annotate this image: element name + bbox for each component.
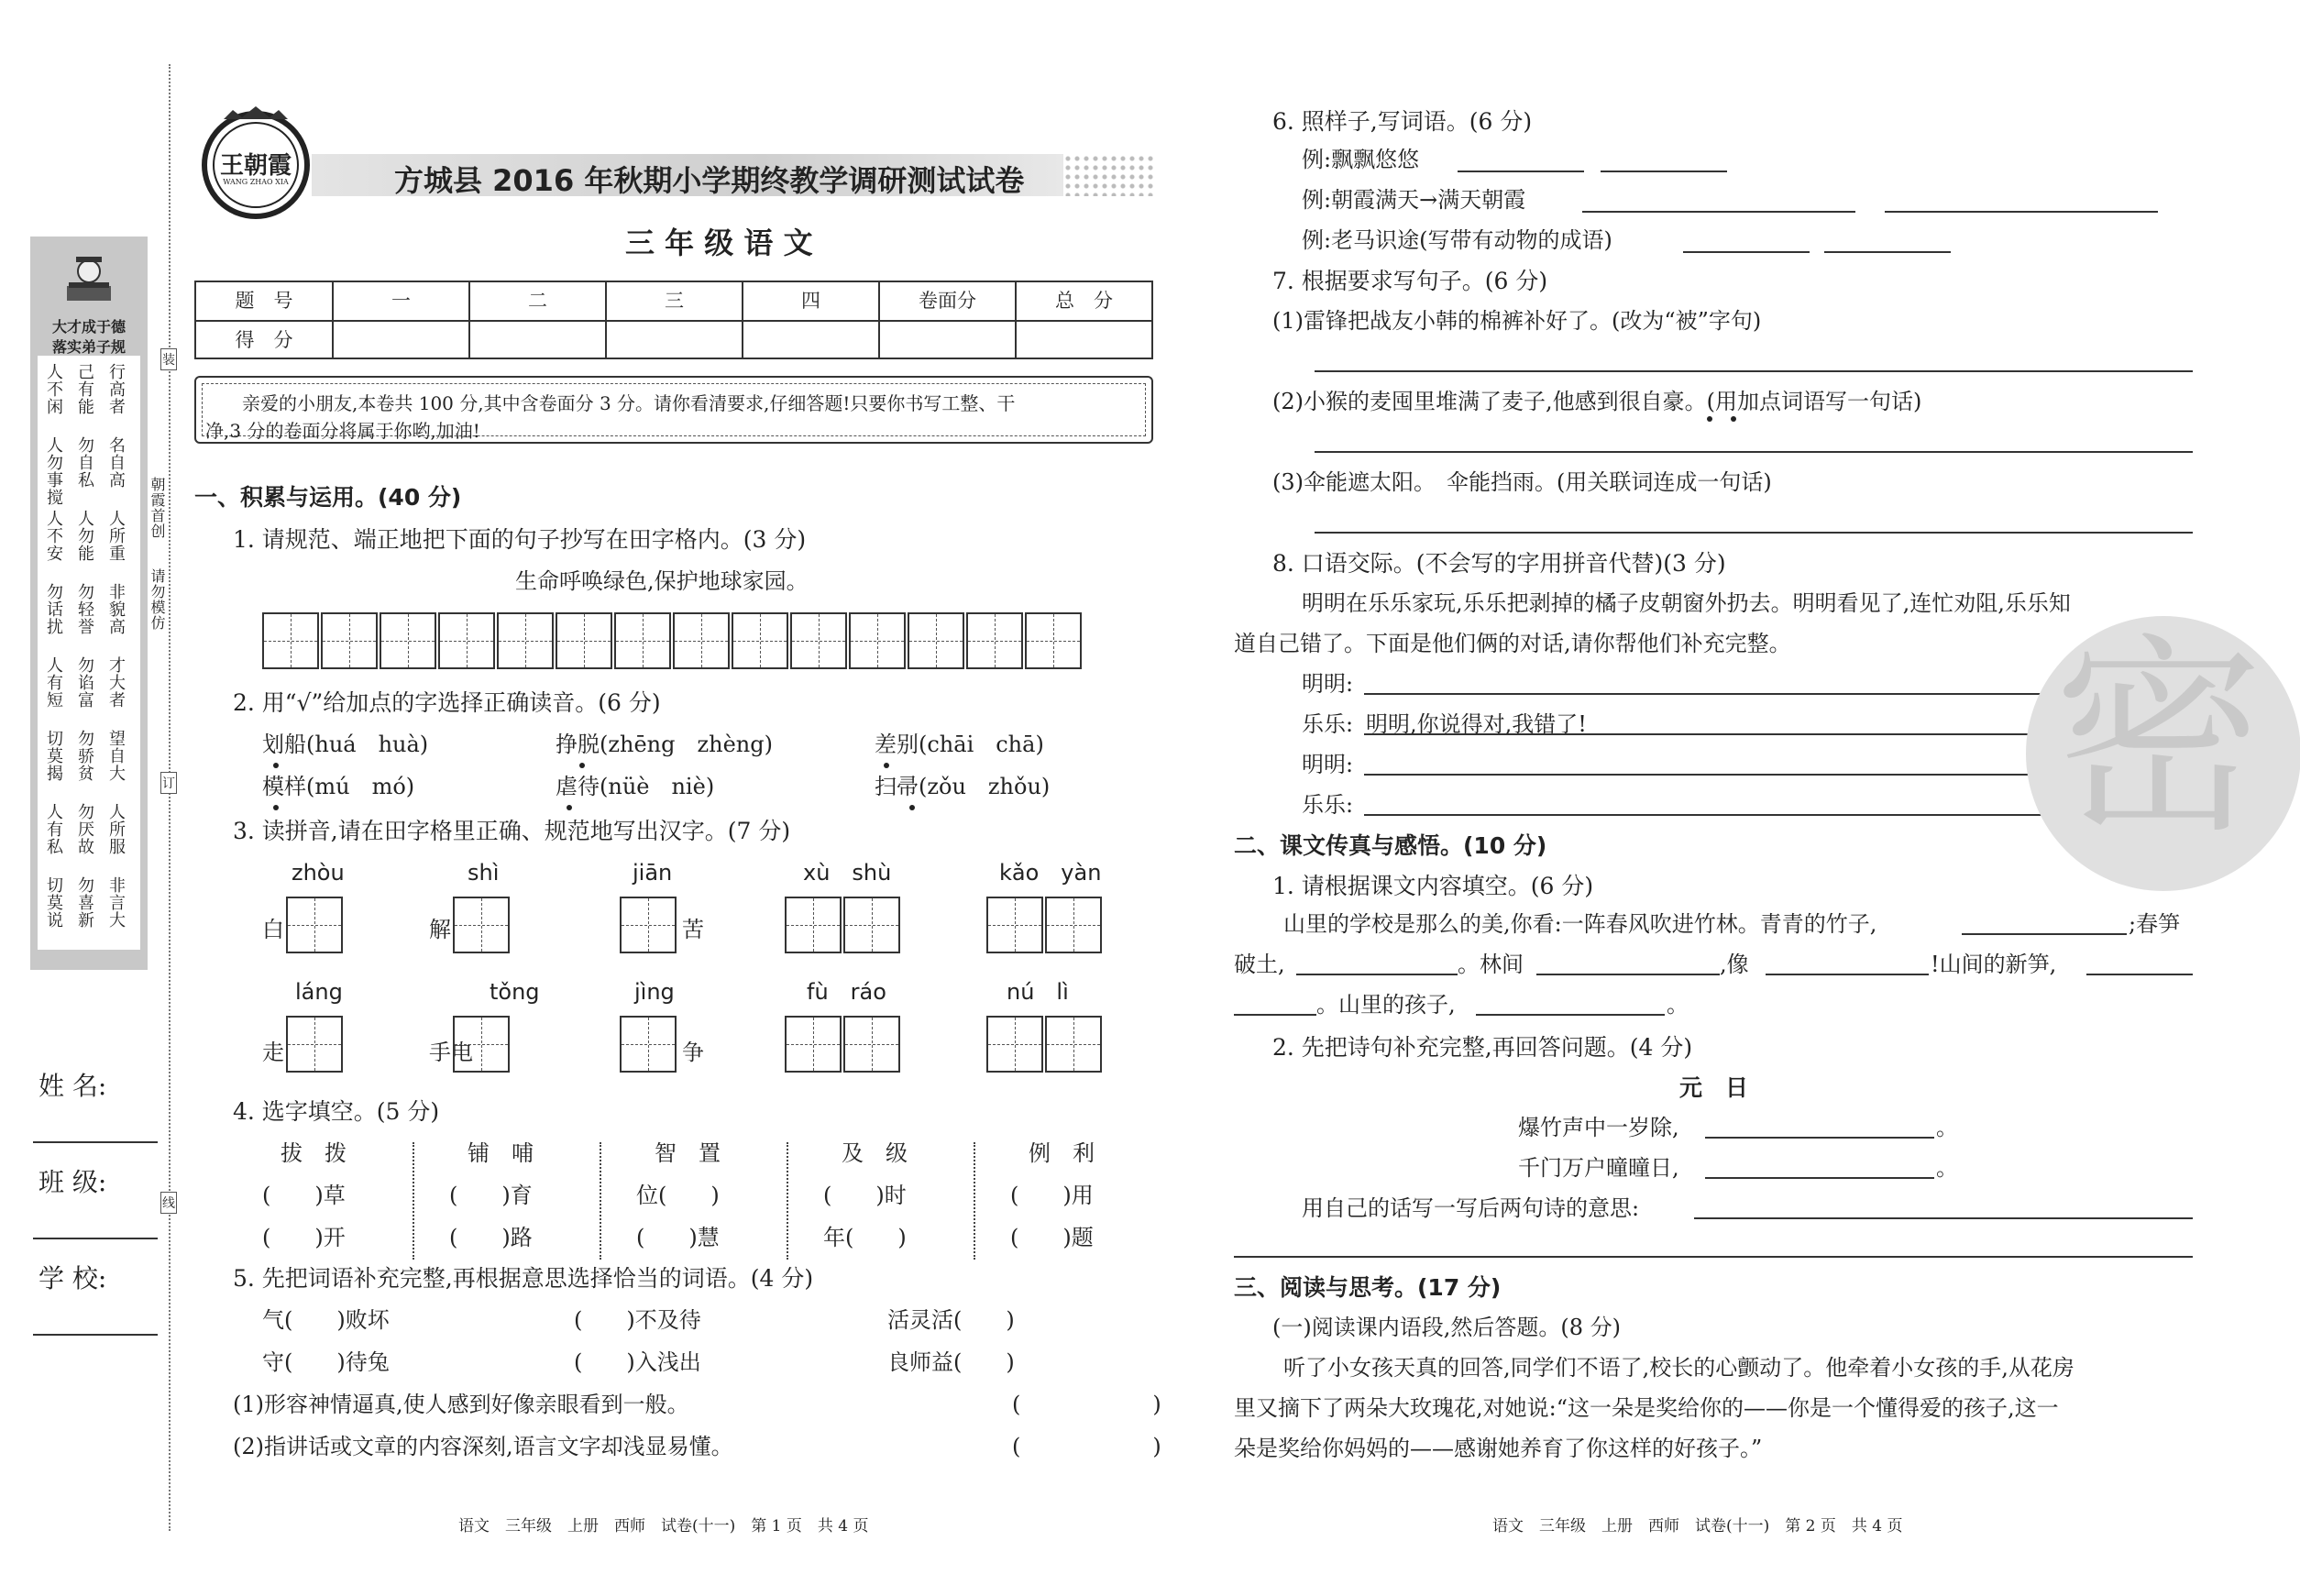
motto-column: 切莫揭 bbox=[44, 730, 63, 782]
q3-pinyin-3: jiān bbox=[633, 860, 673, 886]
binding-note-1: 朝霞首创 bbox=[149, 477, 166, 539]
q3-title: 3. 读拼音,请在田字格里正确、规范地写出汉字。(7 分) bbox=[233, 818, 791, 844]
binding-note-2: 请勿模仿 bbox=[149, 568, 166, 631]
notice-line-2: 净,3 分的卷面分将属于你哟,加油! bbox=[205, 420, 480, 442]
q6-example-1: 例:飘飘悠悠 bbox=[1302, 147, 1420, 172]
q5-word-4[interactable]: 守( )待兔 bbox=[262, 1349, 390, 1375]
copy-grid-cell[interactable] bbox=[966, 612, 1023, 669]
q8-title: 8. 口语交际。(不会写的字用拼音代替)(3 分) bbox=[1272, 550, 1726, 577]
score-cell-3[interactable] bbox=[607, 322, 743, 359]
q8-given-answer: 明明,你说得对,我错了! bbox=[1366, 711, 1587, 737]
score-header-2: 二 bbox=[470, 282, 607, 320]
q3-char-5: 手电 bbox=[429, 1040, 473, 1065]
pinyin-grid-cell[interactable] bbox=[453, 897, 510, 953]
s2-q2-title: 2. 先把诗句补充完整,再回答问题。(4 分) bbox=[1272, 1034, 1693, 1061]
emphasis-dot bbox=[1707, 416, 1712, 422]
score-cell-total[interactable] bbox=[1017, 322, 1151, 359]
s2-q1-blank-5[interactable] bbox=[2086, 974, 2193, 975]
q5-word-1[interactable]: 气( )败坏 bbox=[262, 1307, 390, 1333]
q5-word-2[interactable]: ( )不及待 bbox=[574, 1307, 701, 1333]
q6-example-2: 例:朝霞满天→满天朝霞 bbox=[1302, 187, 1526, 213]
q5-answer-2[interactable]: ( ) bbox=[1012, 1434, 1161, 1459]
score-cell-neatness[interactable] bbox=[880, 322, 1017, 359]
emphasis-dot bbox=[579, 763, 585, 768]
section3-para-1: 听了小女孩天真的回答,同学们不语了,校长的心颤动了。他牵着小女孩的手,从花房 bbox=[1283, 1355, 2074, 1381]
q7-answer-2[interactable] bbox=[1315, 451, 2193, 453]
copy-grid-cell[interactable] bbox=[380, 612, 436, 669]
q4-group-header: 及 级 bbox=[842, 1140, 908, 1166]
q8-para-2: 道自己错了。下面是他们俩的对话,请你帮他们补充完整。 bbox=[1234, 631, 1791, 656]
q3-char-3: 苦 bbox=[682, 917, 704, 942]
q8-para-1: 明明在乐乐家玩,乐乐把剥掉的橘子皮朝窗外扔去。明明看见了,连忙劝阻,乐乐知 bbox=[1302, 590, 2071, 616]
emphasis-dot bbox=[884, 763, 889, 768]
q4-group-header: 例 利 bbox=[1029, 1140, 1095, 1166]
logo-emblem bbox=[196, 103, 315, 222]
q4-blank[interactable]: ( )草 bbox=[262, 1183, 346, 1208]
q6-blank-6[interactable] bbox=[1824, 251, 1951, 253]
score-header-3: 三 bbox=[607, 282, 743, 320]
poem-meaning-blank-1[interactable] bbox=[1694, 1217, 2193, 1219]
motto-column: 望自大 bbox=[106, 730, 126, 782]
score-cell-1[interactable] bbox=[334, 322, 470, 359]
q2-item-1[interactable]: 划船(huá huà) bbox=[262, 732, 429, 757]
q4-blank[interactable]: ( )时 bbox=[823, 1183, 907, 1208]
s2-q1-line1a: 山里的学校是那么的美,你看:一阵春风吹进竹林。青青的竹子, bbox=[1283, 911, 1877, 937]
copy-grid-cell[interactable] bbox=[614, 612, 671, 669]
s2-q1-line1b: ;春笋 bbox=[2129, 911, 2181, 937]
q4-blank[interactable]: ( )开 bbox=[262, 1225, 346, 1250]
q2-item-5[interactable]: 虐待(nüè niè) bbox=[556, 774, 715, 799]
motto-column: 名自高 bbox=[106, 436, 126, 489]
motto-columns bbox=[38, 356, 140, 950]
q3-char-6: 争 bbox=[682, 1040, 704, 1065]
motto-column: 人不闲 bbox=[44, 363, 63, 415]
q4-blank[interactable]: ( )慧 bbox=[636, 1225, 720, 1250]
s2-q1-blank-6[interactable] bbox=[1234, 1014, 1316, 1016]
pinyin-grid-cell[interactable] bbox=[843, 1016, 900, 1073]
pinyin-grid-cell[interactable] bbox=[620, 897, 677, 953]
motto-column: 人有短 bbox=[44, 656, 63, 709]
motto-column: 才大者 bbox=[106, 656, 126, 709]
q4-group-header: 智 置 bbox=[655, 1140, 721, 1166]
s2-q1-blank-4[interactable] bbox=[1766, 974, 1929, 975]
q8-speaker-3: 明明: bbox=[1302, 752, 1354, 777]
q4-separator bbox=[787, 1142, 788, 1260]
motto-column: 人有私 bbox=[44, 803, 63, 855]
s2-q1-blank-7[interactable] bbox=[1476, 1014, 1665, 1016]
notice-box bbox=[194, 376, 1153, 444]
score-header-label: 题 号 bbox=[196, 282, 334, 320]
section3-para-3: 朵是奖给你妈妈的——感谢她养育了你这样的好孩子。” bbox=[1234, 1436, 1763, 1461]
s2-q1-title: 1. 请根据课文内容填空。(6 分) bbox=[1272, 873, 1594, 899]
motto-column: 人不安 bbox=[44, 510, 63, 562]
q4-separator bbox=[974, 1142, 975, 1260]
title-banner-dots bbox=[1063, 154, 1155, 196]
class-field[interactable] bbox=[33, 1238, 158, 1239]
motto-column: 勿轻誉 bbox=[75, 583, 94, 635]
q4-group-header: 拔 拨 bbox=[281, 1140, 347, 1166]
motto-column: 勿话扰 bbox=[44, 583, 63, 635]
scholar-figure-icon bbox=[60, 249, 118, 308]
poem-meaning-blank-2[interactable] bbox=[1234, 1256, 2193, 1258]
seal-mark-3: 线 bbox=[160, 1192, 177, 1214]
score-cell-2[interactable] bbox=[470, 322, 607, 359]
q5-word-5[interactable]: ( )入浅出 bbox=[574, 1349, 701, 1375]
pinyin-grid-cell[interactable] bbox=[453, 1016, 510, 1073]
section2-title: 二、课文传真与感悟。(10 分) bbox=[1234, 832, 1547, 859]
poem-title: 元 日 bbox=[1679, 1074, 1749, 1101]
score-header-row bbox=[196, 282, 1151, 322]
exam-subtitle: 三 年 级 语 文 bbox=[625, 226, 813, 260]
q2-item-2[interactable]: 挣脱(zhēng zhèng) bbox=[556, 732, 773, 757]
motto-column: 行高者 bbox=[106, 363, 126, 415]
score-row-label: 得 分 bbox=[196, 322, 334, 359]
motto-panel bbox=[30, 237, 148, 970]
q7-sentence-2: (2)小猴的麦囤里堆满了麦子,他感到很自豪。(用加点词语写一句话) bbox=[1272, 389, 1922, 414]
section3-sub: (一)阅读课内语段,然后答题。(8 分) bbox=[1272, 1315, 1621, 1340]
poem-end-1: 。 bbox=[1936, 1115, 1958, 1140]
copy-grid-cell[interactable] bbox=[1025, 612, 1082, 669]
class-label: 班 级: bbox=[39, 1167, 107, 1197]
copy-grid-cell[interactable] bbox=[556, 612, 612, 669]
q3-pinyin-4: xù shù bbox=[803, 860, 892, 886]
copy-grid-cell[interactable] bbox=[673, 612, 730, 669]
s2-q1-line2a: 破土, bbox=[1234, 952, 1285, 977]
pinyin-grid-cell[interactable] bbox=[785, 1016, 842, 1073]
q3-char-4: 走 bbox=[262, 1040, 284, 1065]
pinyin-grid-cell[interactable] bbox=[286, 1016, 343, 1073]
motto-column: 切莫说 bbox=[44, 876, 63, 929]
section3-para-2: 里又摘下了两朵大玫瑰花,对她说:“这一朵是奖给你的——你是一个懂得爱的孩子,这一 bbox=[1234, 1395, 2059, 1421]
q3-pinyin-6: láng bbox=[295, 979, 343, 1005]
motto-column: 人所重 bbox=[106, 510, 126, 562]
q4-separator bbox=[600, 1142, 601, 1260]
motto-column: 非言大 bbox=[106, 876, 126, 929]
q3-pinyin-7: tǒng bbox=[490, 979, 540, 1005]
q6-blank-1[interactable] bbox=[1458, 171, 1584, 172]
poem-blank-1[interactable] bbox=[1705, 1137, 1934, 1139]
poem-line-1: 爆竹声中一岁除, bbox=[1518, 1115, 1679, 1140]
q8-speaker-4: 乐乐: bbox=[1302, 792, 1354, 818]
q1-title: 1. 请规范、端正地把下面的句子抄写在田字格内。(3 分) bbox=[233, 526, 807, 553]
q1-sentence: 生命呼唤绿色,保护地球家园。 bbox=[515, 568, 809, 594]
q5-word-6[interactable]: 良师益( ) bbox=[887, 1349, 1015, 1375]
q6-blank-5[interactable] bbox=[1683, 251, 1810, 253]
copy-grid-cell[interactable] bbox=[849, 612, 906, 669]
motto-column: 勿喜新 bbox=[75, 876, 94, 929]
s2-q1-line2b: 。林间 bbox=[1458, 952, 1524, 977]
pinyin-grid-cell[interactable] bbox=[986, 1016, 1043, 1073]
pinyin-grid-cell[interactable] bbox=[785, 897, 842, 953]
score-header-total: 总 分 bbox=[1055, 290, 1113, 312]
secret-watermark bbox=[2026, 616, 2300, 891]
motto-line-1: 大才成于德 bbox=[51, 318, 126, 336]
pinyin-grid-cell[interactable] bbox=[286, 897, 343, 953]
logo-text: 王朝霞 bbox=[219, 152, 292, 180]
s2-q1-line2c: ,像 bbox=[1720, 952, 1749, 977]
q5-answer-1[interactable]: ( ) bbox=[1012, 1392, 1161, 1417]
q7-answer-1[interactable] bbox=[1315, 370, 2193, 372]
q2-item-3[interactable]: 差别(chāi chā) bbox=[875, 732, 1044, 757]
motto-column: 人勿能 bbox=[75, 510, 94, 562]
q3-pinyin-10: nú lì bbox=[1007, 979, 1069, 1005]
q7-sentence-3: (3)伞能遮太阳。 伞能挡雨。(用关联词连成一句话) bbox=[1272, 469, 1772, 495]
q4-title: 4. 选字填空。(5 分) bbox=[233, 1098, 440, 1125]
q3-pinyin-5: kǎo yàn bbox=[999, 860, 1102, 886]
score-table bbox=[194, 281, 1153, 359]
motto-column: 己有能 bbox=[75, 363, 94, 415]
name-field[interactable] bbox=[33, 1141, 158, 1143]
q3-pinyin-2: shì bbox=[468, 860, 500, 886]
school-label: 学 校: bbox=[39, 1263, 107, 1293]
q2-item-6[interactable]: 扫帚(zǒu zhǒu) bbox=[875, 774, 1051, 799]
copy-grid-cell[interactable] bbox=[438, 612, 495, 669]
q5-word-3[interactable]: 活灵活( ) bbox=[887, 1307, 1015, 1333]
q8-speaker-1: 明明: bbox=[1302, 671, 1354, 697]
q6-blank-3[interactable] bbox=[1582, 211, 1855, 213]
q4-blank[interactable]: ( )育 bbox=[449, 1183, 533, 1208]
motto-column: 人勿事搅 bbox=[44, 436, 63, 506]
emphasis-dot bbox=[567, 805, 572, 810]
seal-mark-1: 装 bbox=[160, 348, 177, 370]
q4-blank[interactable]: ( )路 bbox=[449, 1225, 533, 1250]
q8-speaker-2: 乐乐: bbox=[1302, 711, 1354, 737]
seal-mark-2: 订 bbox=[160, 772, 177, 794]
score-header-4: 四 bbox=[743, 282, 880, 320]
emphasis-dot bbox=[273, 763, 279, 768]
q5-sub-2: (2)指讲话或文章的内容深刻,语言文字却浅显易懂。 bbox=[233, 1434, 733, 1459]
poem-blank-2[interactable] bbox=[1705, 1177, 1934, 1179]
q4-separator bbox=[413, 1142, 414, 1260]
s2-q1-line2d: !山间的新笋, bbox=[1931, 952, 2057, 977]
s2-q1-blank-3[interactable] bbox=[1536, 974, 1720, 975]
q5-sub-1: (1)形容神情逼真,使人感到好像亲眼看到一般。 bbox=[233, 1392, 689, 1417]
q4-group-header: 铺 哺 bbox=[468, 1140, 534, 1166]
q7-answer-3[interactable] bbox=[1315, 532, 2193, 534]
q6-example-3: 例:老马识途(写带有动物的成语) bbox=[1302, 227, 1612, 253]
school-field[interactable] bbox=[33, 1334, 158, 1336]
pinyin-grid-cell[interactable] bbox=[986, 897, 1043, 953]
q6-title: 6. 照样子,写词语。(6 分) bbox=[1272, 108, 1533, 135]
q4-blank[interactable]: ( )题 bbox=[1010, 1225, 1094, 1250]
pinyin-grid-cell[interactable] bbox=[620, 1016, 677, 1073]
motto-column: 勿谄富 bbox=[75, 656, 94, 709]
copy-grid-cell[interactable] bbox=[321, 612, 378, 669]
s2-q1-blank-2[interactable] bbox=[1296, 974, 1458, 975]
logo-subtext: WANG ZHAO XIA bbox=[223, 178, 289, 186]
pinyin-grid-cell[interactable] bbox=[1045, 1016, 1102, 1073]
score-cell-4[interactable] bbox=[743, 322, 880, 359]
footer-right: 语文 三年级 上册 西师 试卷(十一) 第 2 页 共 4 页 bbox=[1492, 1517, 1903, 1535]
motto-line-2: 落实弟子规 bbox=[51, 338, 126, 356]
q6-blank-4[interactable] bbox=[1885, 211, 2158, 213]
section1-title: 一、积累与运用。(40 分) bbox=[194, 484, 462, 511]
poem-end-2: 。 bbox=[1936, 1155, 1958, 1181]
poem-line-2: 千门万户曈曈日, bbox=[1518, 1155, 1679, 1181]
q3-pinyin-1: zhòu bbox=[292, 860, 345, 886]
binding-dotted-line bbox=[169, 64, 171, 1531]
q5-title: 5. 先把词语补充完整,再根据意思选择恰当的词语。(4 分) bbox=[233, 1265, 814, 1292]
s2-q1-line3b: 。 bbox=[1667, 992, 1689, 1018]
copy-grid-cell[interactable] bbox=[497, 612, 554, 669]
motto-column: 勿骄贫 bbox=[75, 730, 94, 782]
motto-column: 勿厌故 bbox=[75, 803, 94, 855]
motto-column: 勿自私 bbox=[75, 436, 94, 489]
pinyin-grid-cell[interactable] bbox=[843, 897, 900, 953]
score-row bbox=[196, 322, 1151, 359]
s2-q1-line3a: 。山里的孩子, bbox=[1316, 992, 1456, 1018]
emphasis-dot bbox=[1731, 416, 1736, 422]
score-header-neatness: 卷面分 bbox=[880, 282, 1017, 320]
exam-title: 方城县 2016 年秋期小学期终教学调研测试试卷 bbox=[394, 163, 1025, 198]
pinyin-grid-cell[interactable] bbox=[1045, 897, 1102, 953]
q3-pinyin-9: fù ráo bbox=[807, 979, 886, 1005]
q3-char-1: 白 bbox=[262, 917, 284, 942]
watermark-text: 密 bbox=[2053, 617, 2265, 862]
motto-column: 人所服 bbox=[106, 803, 126, 855]
q7-title: 7. 根据要求写句子。(6 分) bbox=[1272, 268, 1548, 294]
q2-item-4[interactable]: 模样(mú mó) bbox=[262, 774, 415, 799]
copy-grid-cell[interactable] bbox=[908, 612, 964, 669]
q4-blank[interactable]: 位( ) bbox=[636, 1183, 720, 1208]
q7-sentence-1: (1)雷锋把战友小韩的棉裤补好了。(改为“被”字句) bbox=[1272, 308, 1762, 334]
q4-blank[interactable]: 年( ) bbox=[823, 1225, 907, 1250]
q3-pinyin-8: jìng bbox=[634, 979, 675, 1005]
q3-char-2: 解 bbox=[429, 917, 451, 942]
s2-q1-blank-1[interactable] bbox=[1962, 933, 2127, 935]
notice-line-1: 亲爱的小朋友,本卷共 100 分,其中含卷面分 3 分。请你看清要求,仔细答题!只要你书写工整、干 bbox=[242, 392, 1016, 414]
q2-title: 2. 用“√”给加点的字选择正确读音。(6 分) bbox=[233, 689, 661, 716]
q6-blank-2[interactable] bbox=[1601, 171, 1727, 172]
emphasis-dot bbox=[273, 805, 279, 810]
motto-column: 非貌高 bbox=[106, 583, 126, 635]
footer-left: 语文 三年级 上册 西师 试卷(十一) 第 1 页 共 4 页 bbox=[458, 1517, 869, 1535]
score-header-1: 一 bbox=[334, 282, 470, 320]
name-label: 姓 名: bbox=[39, 1071, 107, 1101]
q4-blank[interactable]: ( )用 bbox=[1010, 1183, 1094, 1208]
copy-grid-cell[interactable] bbox=[732, 612, 788, 669]
copy-grid-cell[interactable] bbox=[790, 612, 847, 669]
section3-title: 三、阅读与思考。(17 分) bbox=[1234, 1274, 1502, 1301]
poem-meaning-prompt: 用自己的话写一写后两句诗的意思: bbox=[1302, 1195, 1640, 1221]
emphasis-dot bbox=[909, 805, 915, 810]
copy-grid-cell[interactable] bbox=[262, 612, 319, 669]
